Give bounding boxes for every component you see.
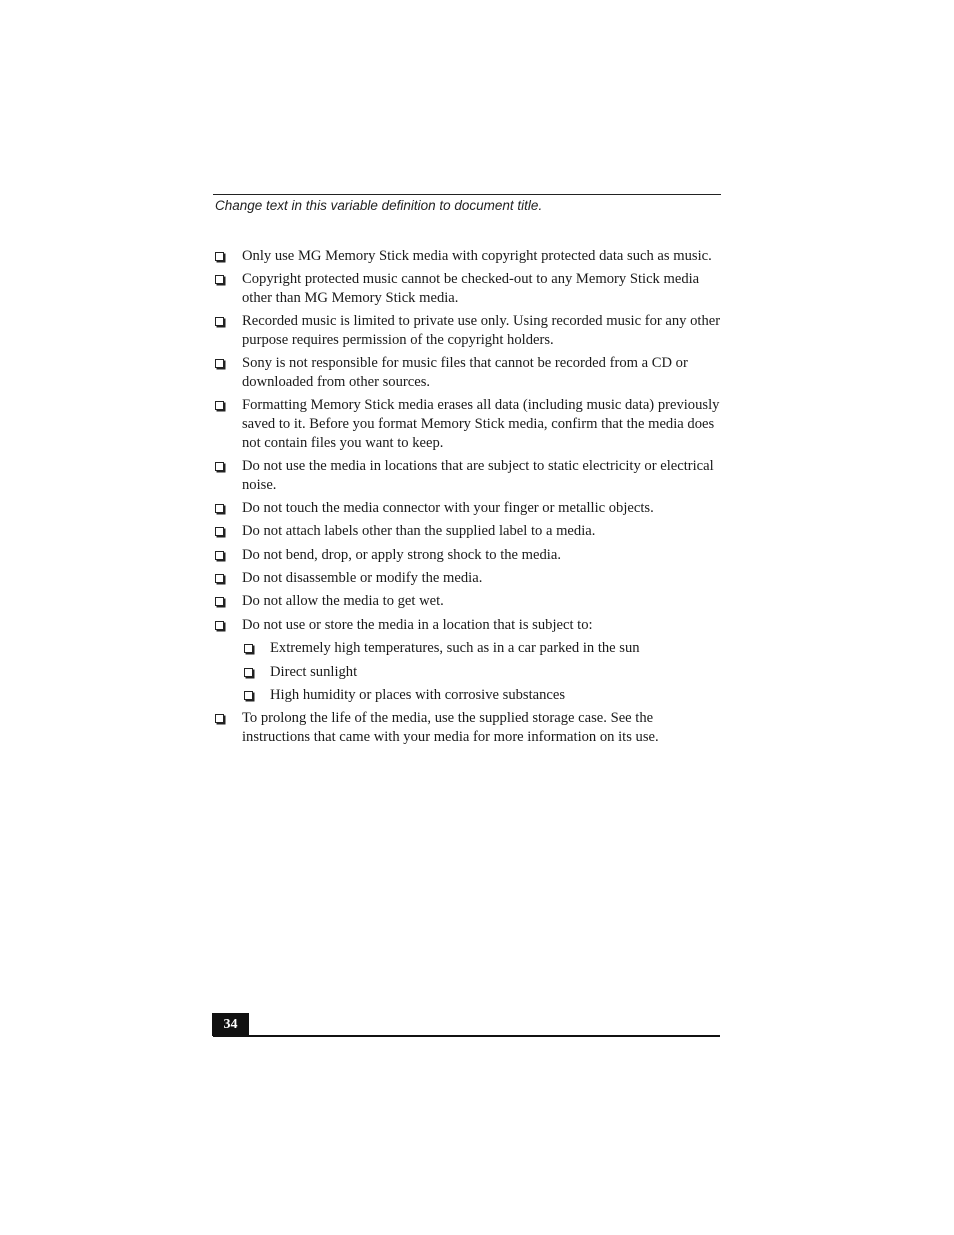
list-item-text: Do not use or store the media in a location that is subject to: (242, 616, 593, 633)
list-item (213, 546, 721, 565)
list-item-text: Only use MG Memory Stick media with copyright protected data such as music. (242, 248, 712, 264)
list-item (213, 709, 721, 746)
list-item-text: Do not bend, drop, or apply strong shock to the media. (242, 546, 561, 563)
page-content (213, 247, 721, 751)
checkbox-bullet-icon (244, 644, 253, 653)
sub-bullet-list (242, 639, 721, 704)
list-item (213, 499, 721, 518)
checkbox-bullet-icon (215, 621, 224, 630)
list-item-text: Copyright protected music cannot be checked-out to any Memory Stick media other than MG Memory Stick media. (242, 271, 700, 306)
checkbox-bullet-icon (215, 504, 224, 513)
checkbox-bullet-icon (215, 462, 224, 471)
list-item (213, 354, 721, 391)
checkbox-bullet-icon (215, 574, 224, 583)
bullet-list (213, 247, 721, 747)
list-item (213, 616, 721, 705)
checkbox-bullet-icon (215, 317, 224, 326)
checkbox-bullet-icon (244, 668, 253, 677)
list-item-text: To prolong the life of the media, use the supplied storage case. See the instructions that came with your media for more information on its use. (242, 710, 659, 746)
checkbox-bullet-icon (215, 401, 224, 410)
list-item-text: Do not attach labels other than the supplied label to a media. (242, 523, 596, 540)
list-item (213, 457, 721, 494)
checkbox-bullet-icon (215, 714, 224, 723)
list-item-text: Do not allow the media to get wet. (242, 593, 444, 610)
list-item (213, 270, 721, 307)
list-item-text: Do not disassemble or modify the media. (242, 570, 483, 587)
checkbox-bullet-icon (215, 359, 224, 368)
checkbox-bullet-icon (244, 691, 253, 700)
list-item-text: Do not touch the media connector with your finger or metallic objects. (242, 499, 654, 516)
list-item-text: Do not use the media in locations that are subject to static electricity or electrical noise. (242, 457, 714, 493)
checkbox-bullet-icon (215, 597, 224, 606)
list-item-text: Sony is not responsible for music files that cannot be recorded from a CD or downloaded from other sources. (242, 355, 688, 390)
sub-list-item-text: High humidity or places with corrosive substances (270, 687, 566, 704)
page-number: 34 (212, 1013, 249, 1036)
list-item-text: Formatting Memory Stick media erases all data (including music data) previously saved to it. Before you format Memory Stick media, confirm that the media does not contain files you want to keep. (242, 397, 720, 451)
list-item (213, 312, 721, 349)
list-item-text: Recorded music is limited to private use only. Using recorded music for any other purpose requires permission of the copyright holders. (242, 313, 721, 348)
sub-list-item (242, 639, 721, 658)
header-rule (213, 194, 721, 195)
list-item (213, 592, 721, 611)
checkbox-bullet-icon (215, 252, 224, 261)
checkbox-bullet-icon (215, 275, 224, 284)
sub-list-item-text: Extremely high temperatures, such as in a car parked in the sun (270, 640, 640, 657)
list-item (213, 522, 721, 541)
document-title: Change text in this variable definition to document title. (215, 198, 543, 213)
footer-rule (213, 1035, 720, 1037)
list-item (213, 569, 721, 588)
list-item (213, 247, 721, 266)
sub-list-item (242, 663, 721, 682)
checkbox-bullet-icon (215, 551, 224, 560)
sub-list-item (242, 686, 721, 705)
sub-list-item-text: Direct sunlight (270, 663, 358, 680)
list-item (213, 396, 721, 452)
checkbox-bullet-icon (215, 527, 224, 536)
